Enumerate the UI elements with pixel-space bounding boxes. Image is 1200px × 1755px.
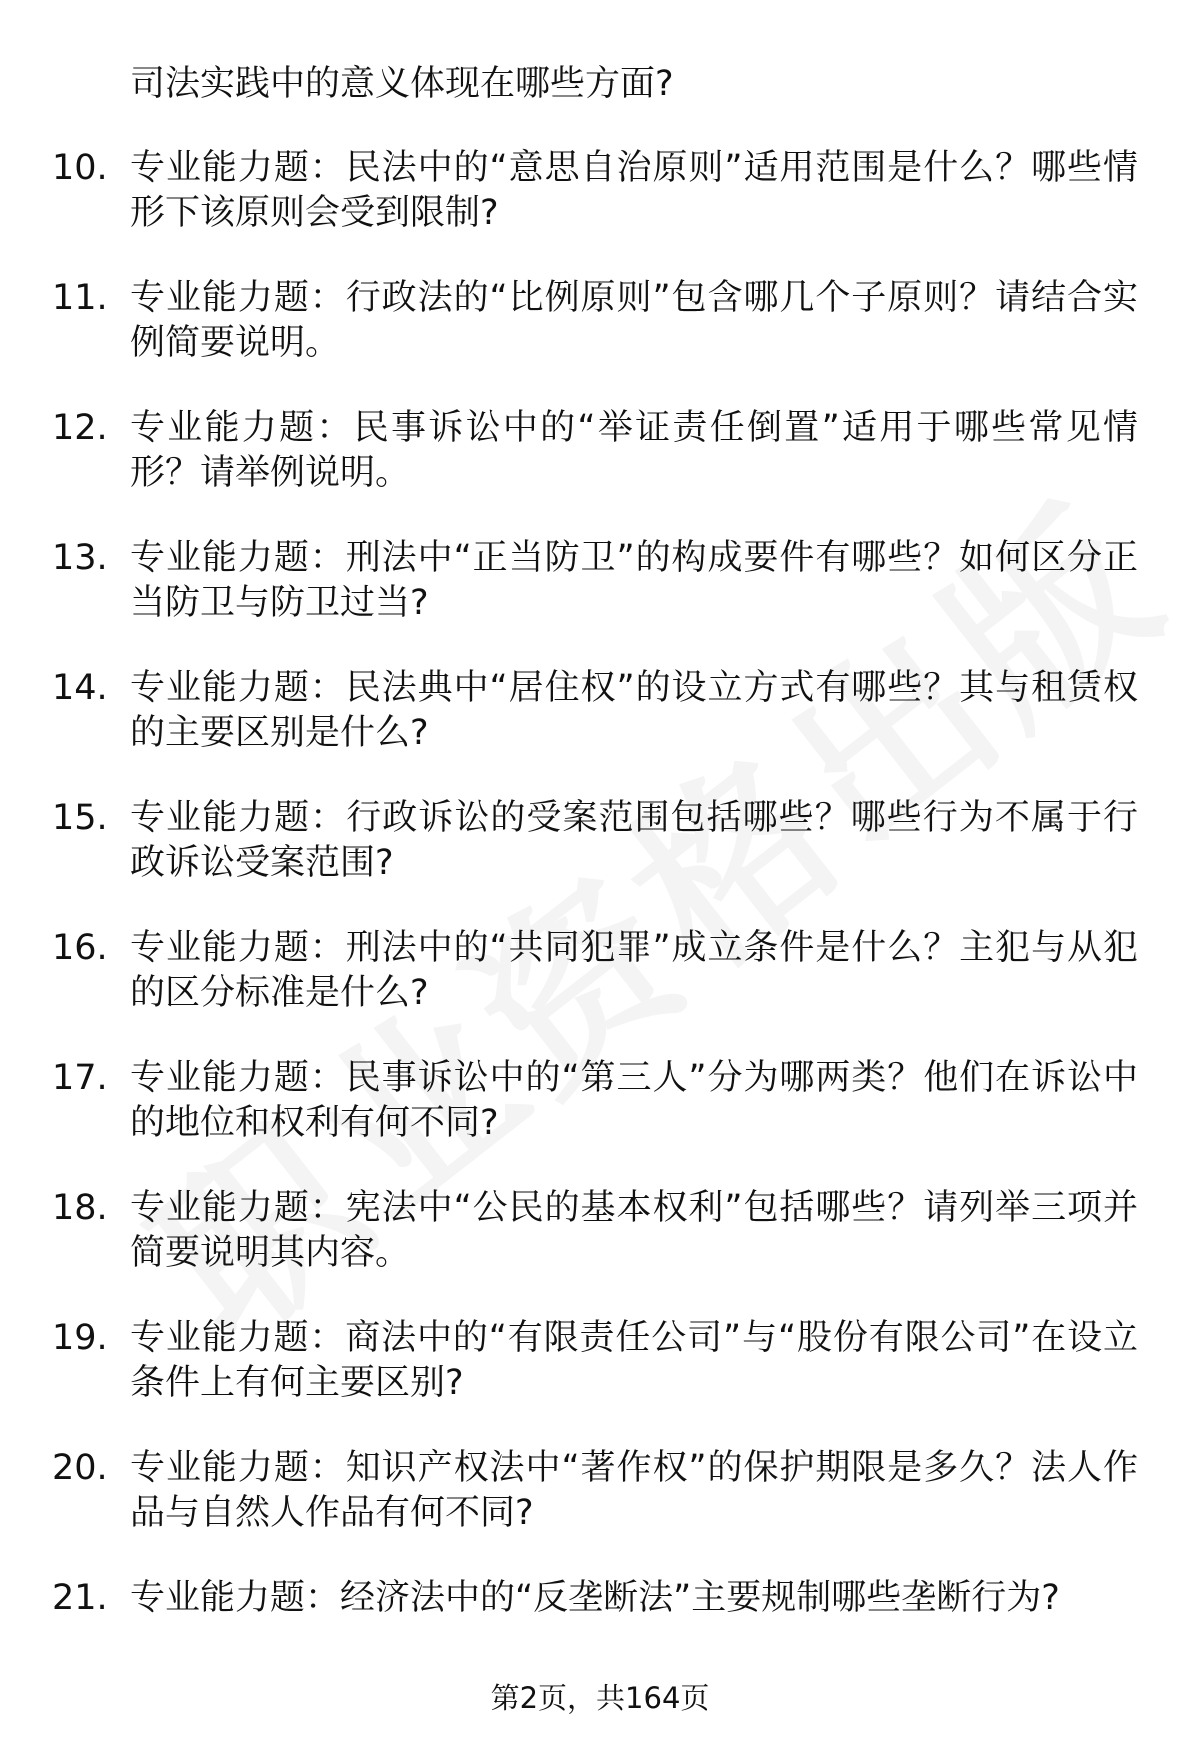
question-text: 专业能力题：知识产权法中“著作权”的保护期限是多久？法人作品与自然人作品有何不同? xyxy=(130,1448,1138,1533)
question-number: 17. xyxy=(52,1058,108,1098)
question-item xyxy=(0,406,1200,536)
question-number: 21. xyxy=(52,1578,108,1618)
question-text: 专业能力题：行政诉讼的受案范围包括哪些？哪些行为不属于行政诉讼受案范围? xyxy=(130,798,1138,883)
question-text: 专业能力题：行政法的“比例原则”包含哪几个子原则？请结合实例简要说明。 xyxy=(130,278,1138,363)
question-item xyxy=(0,666,1200,796)
page-number-footer: 第2页，共164页 xyxy=(490,1681,710,1715)
question-number: 11. xyxy=(52,278,108,318)
question-item xyxy=(0,276,1200,406)
question-text: 专业能力题：刑法中“正当防卫”的构成要件有哪些？如何区分正当防卫与防卫过当? xyxy=(130,538,1138,623)
question-text: 专业能力题：刑法中的“共同犯罪”成立条件是什么？主犯与从犯的区分标准是什么? xyxy=(130,928,1138,1013)
question-item xyxy=(0,1446,1200,1576)
question-item xyxy=(0,926,1200,1056)
question-number: 20. xyxy=(52,1448,108,1488)
question-number: 18. xyxy=(52,1188,108,1228)
question-item xyxy=(0,536,1200,666)
question-item xyxy=(0,1316,1200,1446)
question-number: 15. xyxy=(52,798,108,838)
question-number: 12. xyxy=(52,408,108,448)
question-text: 专业能力题：民事诉讼中的“举证责任倒置”适用于哪些常见情形？请举例说明。 xyxy=(130,408,1138,493)
question-item xyxy=(0,1186,1200,1316)
question-text: 专业能力题：商法中的“有限责任公司”与“股份有限公司”在设立条件上有何主要区别? xyxy=(130,1318,1138,1403)
question-text: 专业能力题：民法典中“居住权”的设立方式有哪些？其与租赁权的主要区别是什么? xyxy=(130,668,1138,753)
question-number: 13. xyxy=(52,538,108,578)
question-number: 16. xyxy=(52,928,108,968)
question-text: 专业能力题：经济法中的“反垄断法”主要规制哪些垄断行为? xyxy=(130,1578,1060,1618)
question-text: 专业能力题：宪法中“公民的基本权利”包括哪些？请列举三项并简要说明其内容。 xyxy=(130,1188,1138,1273)
continued-question-text: 司法实践中的意义体现在哪些方面? xyxy=(130,64,674,104)
question-text: 专业能力题：民法中的“意思自治原则”适用范围是什么？哪些情形下该原则会受到限制? xyxy=(130,148,1138,233)
question-item xyxy=(0,1056,1200,1186)
question-item xyxy=(0,146,1200,276)
question-list xyxy=(0,146,1200,1706)
question-text: 专业能力题：民事诉讼中的“第三人”分为哪两类？他们在诉讼中的地位和权利有何不同? xyxy=(130,1058,1138,1143)
question-number: 10. xyxy=(52,148,108,188)
question-number: 14. xyxy=(52,668,108,708)
question-number: 19. xyxy=(52,1318,108,1358)
question-item xyxy=(0,796,1200,926)
